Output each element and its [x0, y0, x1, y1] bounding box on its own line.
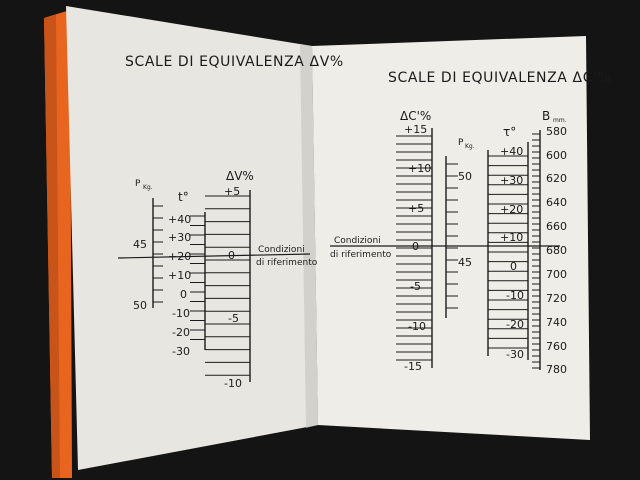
right-dc-tick--5: -5: [410, 280, 421, 293]
left-dv-tick--5: -5: [228, 312, 239, 325]
left-temperature-label: t°: [178, 190, 189, 204]
left-temp-tick-+20: +20: [168, 250, 192, 263]
right-baro-tick-700: 700: [546, 268, 567, 281]
left-delta-v-label: ΔV%: [226, 169, 254, 183]
right-baro-tick-600: 600: [546, 149, 567, 162]
right-dc-tick-0: 0: [412, 240, 419, 253]
left-page-title: SCALE DI EQUIVALENZA ΔV%: [125, 54, 344, 70]
right-delta-c-label: ΔC'%: [400, 109, 432, 123]
right-baro-tick-680: 680: [546, 244, 567, 257]
right-dc-tick-+15: +15: [404, 123, 428, 136]
left-pressure-tick-50: 50: [133, 299, 147, 312]
right-dc-tick-+5: +5: [408, 202, 425, 215]
left-temp-tick-+10: +10: [168, 269, 192, 282]
right-temp-tick--30: -30: [506, 348, 524, 361]
right-temp-tick--20: -20: [506, 318, 524, 331]
right-baro-tick-720: 720: [546, 292, 567, 305]
right-pressure-tick-50: 50: [458, 170, 472, 183]
left-pressure-unit: Kg.: [143, 184, 153, 191]
left-reference-label-2: di riferimento: [256, 258, 318, 268]
right-barometer-label: B: [542, 109, 551, 123]
right-temp-tick--10: -10: [506, 289, 524, 302]
left-dv-tick--10: -10: [224, 377, 242, 390]
left-pressure-tick-45: 45: [133, 238, 147, 251]
right-baro-tick-640: 640: [546, 196, 567, 209]
left-temp-tick--30: -30: [172, 345, 190, 358]
right-temp-tick-+10: +10: [500, 231, 524, 244]
right-barometer-unit: mm.: [553, 117, 567, 124]
right-baro-tick-760: 760: [546, 340, 567, 353]
right-pressure-unit: Kg.: [465, 143, 475, 150]
left-temp-tick-+30: +30: [168, 231, 192, 244]
right-temp-tick-+30: +30: [500, 174, 524, 187]
right-pressure-tick-45: 45: [458, 256, 472, 269]
right-baro-tick-580: 580: [546, 125, 567, 138]
left-reference-label-1: Condizioni: [258, 245, 305, 255]
right-baro-tick-780: 780: [546, 363, 567, 376]
right-temperature-label: τ°: [503, 125, 517, 139]
right-dc-tick-+10: +10: [408, 162, 432, 175]
right-baro-tick-620: 620: [546, 172, 567, 185]
right-temp-tick-+20: +20: [500, 203, 524, 216]
right-page-title: SCALE DI EQUIVALENZA ΔC'%: [388, 70, 612, 86]
right-baro-tick-660: 660: [546, 220, 567, 233]
right-pressure-label: P: [458, 138, 464, 148]
left-temp-tick-0: 0: [180, 288, 187, 301]
right-temp-tick-+40: +40: [500, 145, 524, 158]
right-temp-tick-0: 0: [510, 260, 517, 273]
left-temp-tick-+40: +40: [168, 213, 192, 226]
left-dv-tick-0: 0: [228, 249, 235, 262]
left-temp-tick--10: -10: [172, 307, 190, 320]
left-temp-tick--20: -20: [172, 326, 190, 339]
left-pressure-label: P: [135, 179, 141, 189]
right-baro-tick-740: 740: [546, 316, 567, 329]
right-reference-label-1: Condizioni: [334, 236, 381, 246]
left-dv-tick-+5: +5: [224, 185, 241, 198]
right-dc-tick--15: -15: [404, 360, 422, 373]
left-page: [66, 6, 318, 470]
right-reference-label-2: di riferimento: [330, 250, 392, 260]
right-dc-tick--10: -10: [408, 320, 426, 333]
